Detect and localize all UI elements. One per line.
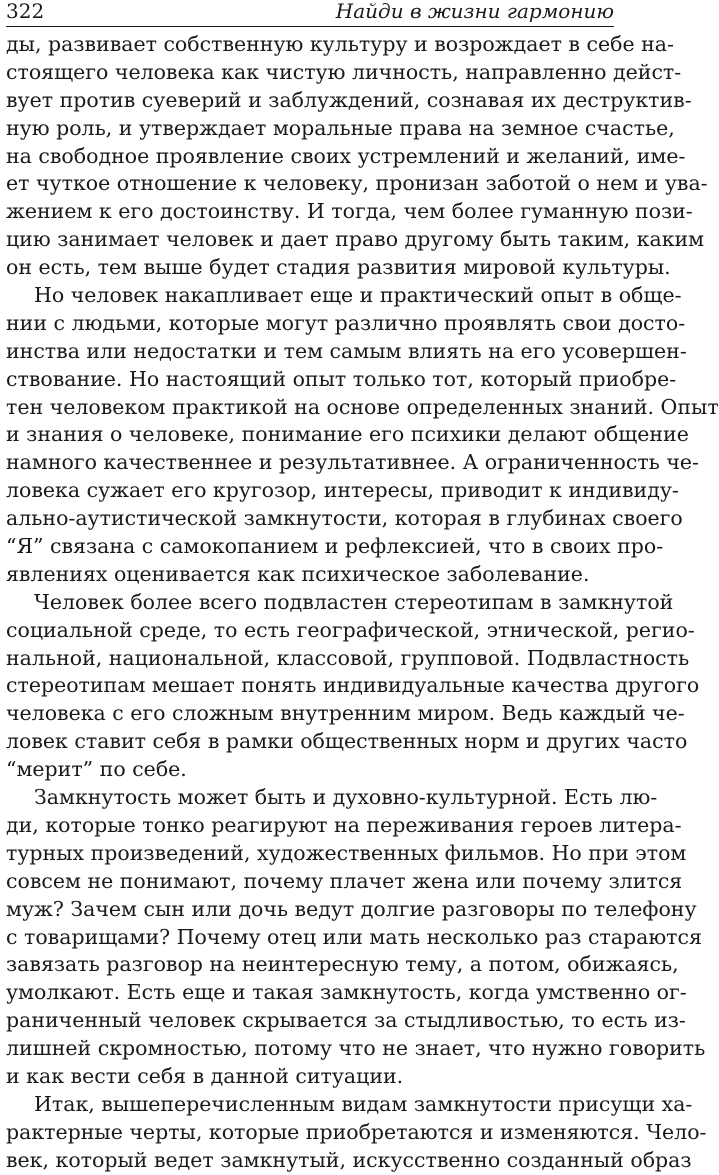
text-line: и знания о человеке, понимание его психики делают общение	[6, 422, 689, 447]
text-line: человека с его сложным внутренним миром. Ведь каждый че-	[6, 701, 685, 726]
book-title: Найди в жизни гармонию	[335, 0, 614, 23]
text-line: социальной среде, то есть географической, этнической, регио-	[6, 617, 695, 642]
text-line: ловека сужает его кругозор, интересы, приводит к индивиду-	[6, 478, 679, 503]
text-line: явлениях оценивается как психическое заболевание.	[6, 561, 590, 586]
page-number: 322	[6, 0, 45, 23]
text-line: ально-аутистической замкнутости, которая в глубинах своего	[6, 506, 683, 531]
text-line: “Я” связана с самокопанием и рефлексией, что в своих про-	[6, 534, 664, 559]
text-line: он есть, тем выше будет стадия развития мировой культуры.	[6, 255, 671, 280]
text-line: раниченный человек скрывается за стыдливостью, то есть из-	[6, 1008, 686, 1033]
text-line: Итак, вышеперечисленным видам замкнутости присущи ха-	[34, 1091, 693, 1116]
text-line: намного качественнее и результативнее. А ограниченность че-	[6, 450, 699, 475]
text-line: ную роль, и утверждает моральные права на земное счастье,	[6, 115, 675, 140]
text-line: век, который ведет замкнутый, искусственно созданный образ	[6, 1147, 692, 1172]
text-line: цию занимает человек и дает право другому быть таким, каким	[6, 227, 705, 252]
text-line: с товарищами? Почему отец или мать несколько раз стараются	[6, 924, 702, 949]
text-line: вует против суеверий и заблуждений, сознавая их деструктив-	[6, 87, 692, 112]
text-line: и как вести себя в данной ситуации.	[6, 1063, 404, 1088]
text-line: Человек более всего подвластен стереотипам в замкнутой	[34, 589, 674, 614]
text-line: жением к его достоинству. И тогда, чем более гуманную пози-	[6, 199, 693, 224]
text-line: рактерные черты, которые приобретаются и изменяются. Чело-	[6, 1119, 707, 1144]
text-line: стоящего человека как чистую личность, направленно дейст-	[6, 59, 682, 84]
text-line: турных произведений, художественных фильмов. Но при этом	[6, 840, 687, 865]
text-line: лишней скромностью, потому что не знает, что нужно говорить	[6, 1036, 706, 1061]
text-line: на свободное проявление своих устремлений и желаний, име-	[6, 143, 686, 168]
text-line: ет чуткое отношение к человеку, пронизан заботой о нем и ува-	[6, 171, 708, 196]
text-line: ловек ставит себя в рамки общественных норм и других часто	[6, 729, 688, 754]
text-line: тен человеком практикой на основе определенных знаний. Опыт	[6, 394, 719, 419]
text-line: ды, развивает собственную культуру и возрождает в себе на-	[6, 32, 674, 56]
text-line: умолкают. Есть еще и такая замкнутость, когда умственно ог-	[6, 980, 687, 1005]
text-line: завязать разговор на неинтересную тему, а потом, обижаясь,	[6, 952, 679, 977]
text-line: Замкнутость может быть и духовно-культурной. Есть лю-	[34, 785, 658, 810]
text-line: ди, которые тонко реагируют на переживания героев литера-	[6, 812, 682, 837]
text-line: совсем не понимают, почему плачет жена или почему злится	[6, 868, 683, 893]
text-line: ствование. Но настоящий опыт только тот, который приобре-	[6, 366, 677, 391]
text-line: инства или недостатки и тем самым влиять на его усовершен-	[6, 338, 687, 363]
text-line: “мерит” по себе.	[6, 757, 187, 782]
text-line: стереотипам мешает понять индивидуальные качества другого	[6, 673, 700, 698]
text-line: нальной, национальной, классовой, групповой. Подвластность	[6, 645, 690, 670]
text-line: Но человек накапливает еще и практический опыт в обще-	[34, 283, 682, 308]
body-text	[4, 31, 719, 1175]
text-line: нии с людьми, которые могут различно проявлять свои досто-	[6, 310, 686, 335]
text-line: муж? Зачем сын или дочь ведут долгие разговоры по телефону	[6, 896, 697, 921]
running-header	[6, 0, 614, 27]
